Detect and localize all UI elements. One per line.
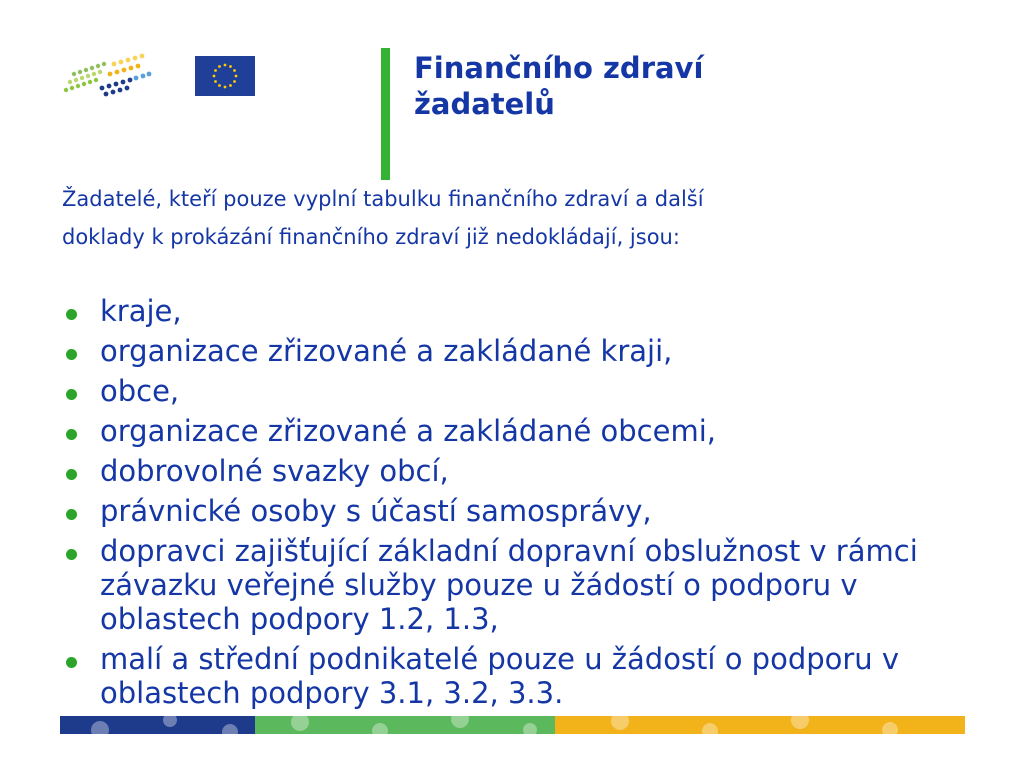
intro-paragraph bbox=[62, 180, 962, 256]
intro-line-1: Žadatelé, kteří pouze vyplní tabulku finančního zdraví a další bbox=[62, 187, 704, 211]
bullet-icon bbox=[66, 429, 77, 440]
bullet-icon bbox=[66, 469, 77, 480]
title-accent-bar bbox=[381, 48, 390, 180]
bottom-decorative-band bbox=[60, 716, 965, 734]
list-item: dopravci zajišťující základní dopravní obslužnost v rámci závazku veřejné služby pouze u žádostí o podporu v oblastech podpory 1.2, 1.3, bbox=[62, 534, 982, 636]
bullet-icon bbox=[66, 509, 77, 520]
bullet-icon bbox=[66, 657, 77, 668]
page-title bbox=[414, 50, 934, 122]
list-item: dobrovolné svazky obcí, bbox=[62, 454, 982, 488]
list-item: organizace zřizované a zakládané obcemi, bbox=[62, 414, 982, 448]
bullet-icon bbox=[66, 349, 77, 360]
eu-flag-icon bbox=[195, 56, 255, 96]
list-item: malí a střední podnikatelé pouze u žádostí o podporu v oblastech podpory 3.1, 3.2, 3.3. bbox=[62, 642, 982, 710]
bullet-icon bbox=[66, 389, 77, 400]
list-item: kraje, bbox=[62, 294, 982, 328]
list-item: organizace zřizované a zakládané kraji, bbox=[62, 334, 982, 368]
bullet-icon bbox=[66, 549, 77, 560]
page-title-line-2: žadatelů bbox=[414, 87, 555, 121]
bullet-icon bbox=[66, 309, 77, 320]
intro-line-2: doklady k prokázání finančního zdraví již nedokládají, jsou: bbox=[62, 225, 680, 249]
page-title-line-1: Finančního zdraví bbox=[414, 51, 704, 85]
dot-grid-logo-icon bbox=[60, 50, 156, 100]
applicant-list bbox=[62, 294, 982, 716]
list-item: obce, bbox=[62, 374, 982, 408]
list-item: právnické osoby s účastí samosprávy, bbox=[62, 494, 982, 528]
